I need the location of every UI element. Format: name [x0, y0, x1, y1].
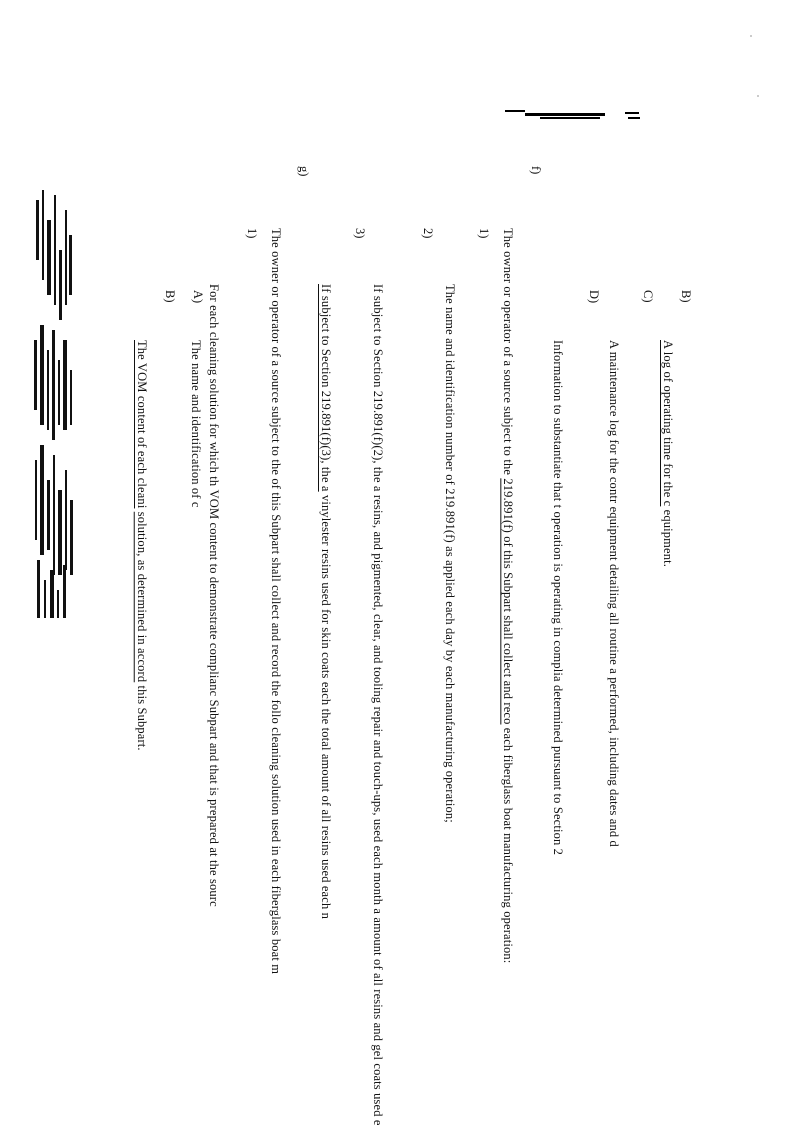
item-c-text: [606, 340, 621, 847]
g1b-line: solution, as determined in accord: [135, 511, 149, 683]
scan-speck: [757, 95, 759, 97]
item-d-text: [550, 340, 565, 855]
item-d-line: determined pursuant to Section 2: [551, 685, 565, 856]
scan-speck: [750, 35, 752, 37]
g1-line: Subpart and that is prepared at the sourc: [207, 699, 221, 907]
f1-text: [442, 284, 457, 823]
g1b-text: [134, 340, 149, 751]
f2-text: [370, 284, 385, 1126]
g1a-text: [188, 340, 203, 508]
g1a-line: The name and identification of c: [189, 340, 203, 508]
section-f-line: 219.891(f) of this Subpart shall collect and reco: [501, 478, 515, 725]
scan-smudge: [525, 113, 605, 116]
scan-smudge: [628, 117, 640, 119]
f3-line: the total amount of all resins used each n: [319, 708, 333, 920]
item-c-line: A maintenance log for the contr: [607, 340, 621, 504]
section-f-text: [500, 228, 515, 963]
g1-text: [206, 284, 221, 907]
item-b-text: [660, 340, 675, 567]
item-c-marker: C): [641, 290, 655, 303]
scan-smudge: [625, 112, 639, 114]
f1-line: The name and identification number of: [443, 284, 457, 485]
f2-line: repair and touch-ups, used each month a: [371, 706, 385, 915]
f2-line: If subject to Section 219.891(f)(2), the a: [371, 284, 385, 492]
section-g-line: cleaning solution used in each fiberglass boat m: [269, 727, 283, 975]
scan-smudge: [540, 117, 600, 119]
item-d-line: operation is operating in complia: [551, 511, 565, 682]
item-b-line: A log of operating time for the c: [661, 340, 675, 507]
section-g-marker: g): [297, 166, 311, 177]
g1b-line: this Subpart.: [135, 685, 149, 751]
scan-edge-artifact: [30, 190, 75, 618]
f1-line: 219.891(f) as applied each day by each: [443, 488, 457, 690]
g1-line: For each cleaning solution for which th: [207, 284, 221, 487]
section-f-marker: f): [529, 166, 543, 175]
g1a-marker: A): [191, 290, 205, 304]
f2-marker: 2): [421, 228, 435, 239]
g1b-line: The VOM content of each cleani: [135, 340, 149, 509]
f3-line: vinylester resins used for skin coats each: [319, 494, 333, 706]
section-g-text: [268, 228, 283, 974]
item-c-line: performed, including dates and d: [607, 677, 621, 847]
section-f-line: The owner or operator of a source subject to the: [501, 228, 515, 476]
item-b-marker: B): [679, 290, 693, 303]
f1-marker: 1): [477, 228, 491, 239]
f2-line: amount of all resins and gel coats used e: [371, 917, 385, 1126]
f2-line: resins, and pigmented, clear, and tooling: [371, 494, 385, 704]
g1b-marker: B): [163, 290, 177, 303]
item-d-line: Information to substantiate that t: [551, 340, 565, 509]
section-g-line: of this Subpart shall collect and record the follo: [269, 478, 283, 724]
item-d-marker: D): [587, 290, 601, 304]
f3-line: If subject to Section 219.891(f)(3), the a: [319, 284, 333, 492]
g1-line: VOM content to demonstrate complianc: [207, 489, 221, 697]
g1-marker: 1): [245, 228, 259, 239]
item-b-line: equipment.: [661, 509, 675, 568]
f3-marker: 3): [353, 228, 367, 239]
scan-smudge: [505, 110, 525, 112]
f1-line: manufacturing operation;: [443, 692, 457, 823]
section-g-line: The owner or operator of a source subject to the: [269, 228, 283, 476]
section-f-line: each fiberglass boat manufacturing operation:: [501, 727, 515, 964]
f3-text: [318, 284, 333, 919]
item-c-line: equipment detailing all routine a: [607, 506, 621, 674]
